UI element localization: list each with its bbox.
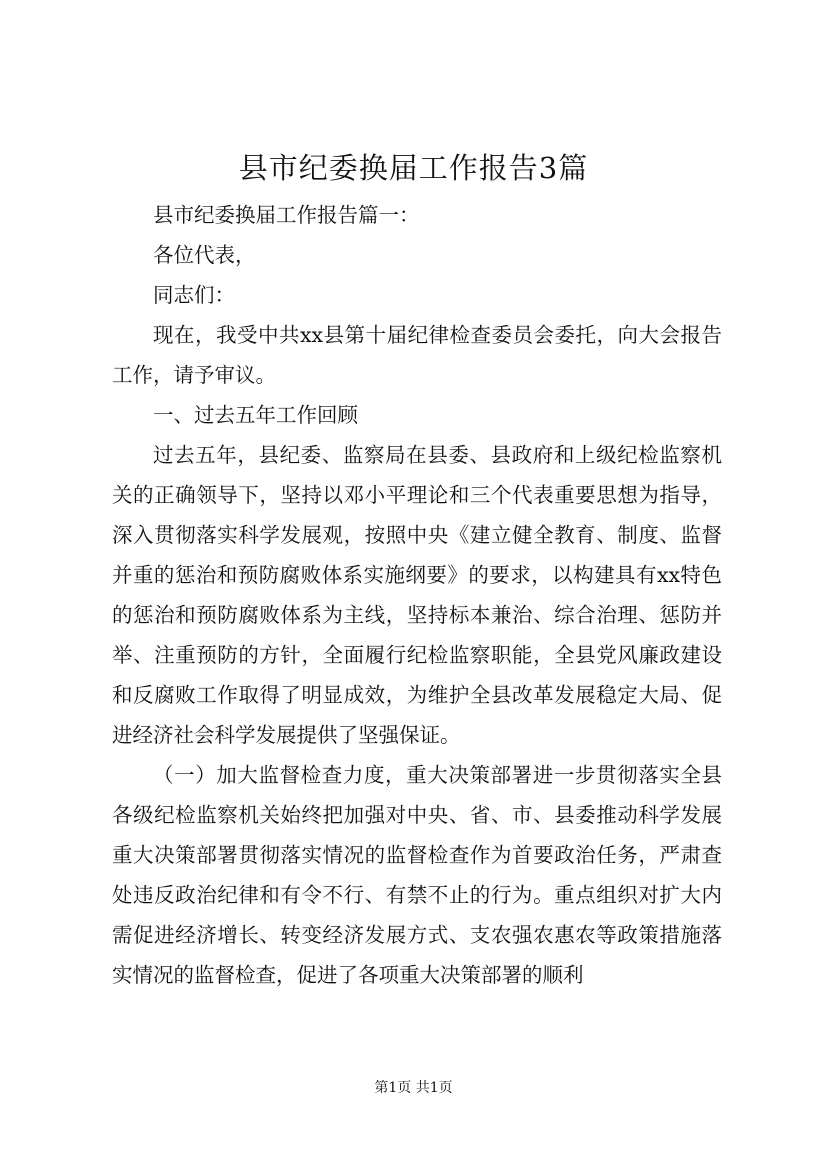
- paragraph-intro: 现在，我受中共xx县第十届纪律检查委员会委托，向大会报告工作，请予审议。: [112, 323, 722, 387]
- paragraph-supervision: （一）加大监督检查力度，重大决策部署进一步贯彻落实全县各级纪检监察机关始终把加强对中央、省、市、县委推动科学发展重大决策部署贯彻落实情况的监督检查作为首要政治任务，严肃查处违反政治纪律和有令不行、有禁不止的行为。重点组织对扩大内需促进经济增长、转变经济发展方式、支农强农惠农等政策措施落实情况的监督检查，促进了各项重大决策部署的顺利: [112, 763, 722, 987]
- paragraph-salutation-comrades: 同志们：: [153, 283, 235, 307]
- document-body: [112, 195, 722, 995]
- paragraph-salutation-delegates: 各位代表，: [153, 243, 256, 267]
- paragraph-section-heading: 一、过去五年工作回顾: [153, 403, 358, 427]
- page-footer: 第1页 共1页: [374, 1080, 453, 1096]
- paragraph-review: 过去五年，县纪委、监察局在县委、县政府和上级纪检监察机关的正确领导下，坚持以邓小平理论和三个代表重要思想为指导，深入贯彻落实科学发展观，按照中央《建立健全教育、制度、监督并重的惩治和预防腐败体系实施纲要》的要求，以构建具有xx特色的惩治和预防腐败体系为主线，坚持标本兼治、综合治理、惩防并举、注重预防的方针，全面履行纪检监察职能，全县党风廉政建设和反腐败工作取得了明显成效，为维护全县改革发展稳定大局、促进经济社会科学发展提供了坚强保证。: [112, 443, 722, 747]
- document-title: 县市纪委换届工作报告3篇: [238, 151, 589, 185]
- paragraph-heading-part-one: 县市纪委换届工作报告篇一：: [153, 203, 420, 227]
